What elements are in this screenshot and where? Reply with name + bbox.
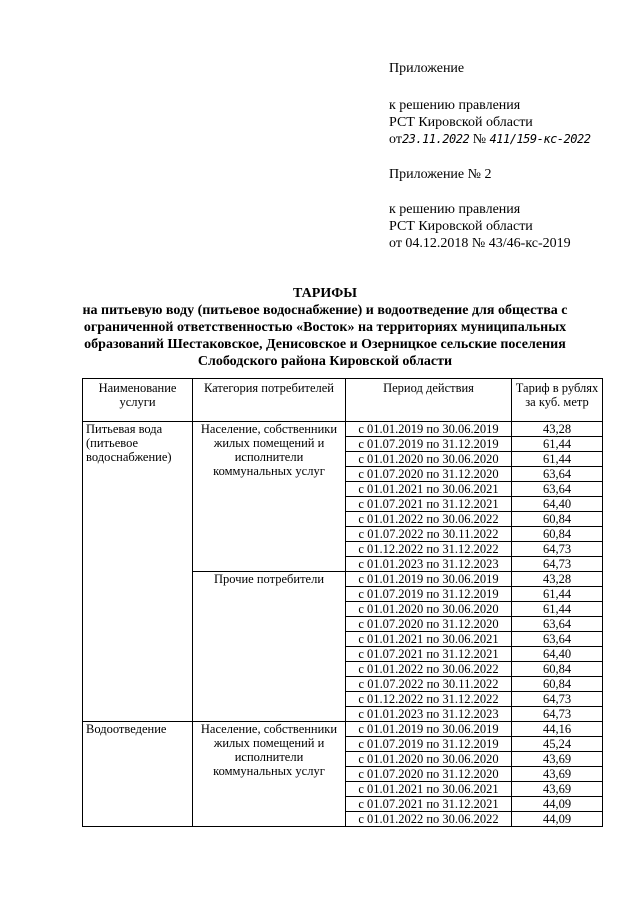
period-cell: с 01.07.2021 по 31.12.2021 [346,647,512,662]
period-cell: с 01.07.2019 по 31.12.2019 [346,587,512,602]
tariff-value-cell: 61,44 [512,587,603,602]
table-row [83,722,603,737]
period-cell: с 01.01.2022 по 30.06.2022 [346,662,512,677]
tariff-value-cell: 43,28 [512,572,603,587]
period-cell: с 01.07.2020 по 31.12.2020 [346,617,512,632]
header-tariff: Тариф в рублях за куб. метр [512,379,603,422]
consumer-category-cell: Прочие потребители [193,572,346,722]
period-cell: с 01.01.2023 по 31.12.2023 [346,557,512,572]
tariff-value-cell: 64,40 [512,497,603,512]
period-cell: с 01.01.2021 по 30.06.2021 [346,632,512,647]
service-name-cell: Питьевая вода (питьевое водоснабжение) [83,422,193,722]
header-service-name: Наименование услуги [83,379,193,422]
consumer-category-cell: Население, собственники жилых помещений и исполнители коммунальных услуг [193,722,346,827]
decision-number-sign: № [472,132,487,147]
decision-prefix: от [389,132,402,147]
period-cell: с 01.07.2019 по 31.12.2019 [346,437,512,452]
period-cell: с 01.12.2022 по 31.12.2022 [346,692,512,707]
decision2-line-3: от 04.12.2018 № 43/46-кс-2019 [389,236,571,251]
decision2-line-2: РСТ Кировской области [389,219,533,234]
decision-line-1: к решению правления [389,98,521,113]
decision-number-handwritten: 411/159-кс-2022 [489,132,591,146]
period-cell: с 01.01.2019 по 30.06.2019 [346,722,512,737]
tariff-value-cell: 43,69 [512,752,603,767]
period-cell: с 01.01.2020 по 30.06.2020 [346,602,512,617]
period-cell: с 01.01.2019 по 30.06.2019 [346,422,512,437]
tariff-value-cell: 61,44 [512,452,603,467]
tariff-value-cell: 63,64 [512,482,603,497]
tariff-value-cell: 63,64 [512,467,603,482]
decision2-line-1: к решению правления [389,202,521,217]
tariff-value-cell: 44,09 [512,812,603,827]
tariff-value-cell: 44,09 [512,797,603,812]
tariff-table [82,378,603,827]
tariff-value-cell: 64,73 [512,692,603,707]
tariff-value-cell: 60,84 [512,512,603,527]
period-cell: с 01.07.2020 по 31.12.2020 [346,767,512,782]
period-cell: с 01.07.2020 по 31.12.2020 [346,467,512,482]
tariff-value-cell: 64,40 [512,647,603,662]
period-cell: с 01.07.2022 по 30.11.2022 [346,527,512,542]
period-cell: с 01.12.2022 по 31.12.2022 [346,542,512,557]
period-cell: с 01.01.2020 по 30.06.2020 [346,452,512,467]
period-cell: с 01.07.2021 по 31.12.2021 [346,497,512,512]
service-name-cell: Водоотведение [83,722,193,827]
tariff-value-cell: 64,73 [512,707,603,722]
header-period: Период действия [346,379,512,422]
period-cell: с 01.01.2022 по 30.06.2022 [346,512,512,527]
tariff-value-cell: 43,69 [512,767,603,782]
decision-line-2: РСТ Кировской области [389,115,533,130]
decision-line-3 [389,131,590,148]
period-cell: с 01.01.2020 по 30.06.2020 [346,752,512,767]
period-cell: с 01.07.2022 по 30.11.2022 [346,677,512,692]
tariff-value-cell: 43,69 [512,782,603,797]
title-main: ТАРИФЫ [293,286,357,301]
tariff-value-cell: 64,73 [512,557,603,572]
period-cell: с 01.01.2019 по 30.06.2019 [346,572,512,587]
tariff-value-cell: 60,84 [512,527,603,542]
tariff-value-cell: 45,24 [512,737,603,752]
tariff-value-cell: 60,84 [512,662,603,677]
tariff-value-cell: 61,44 [512,437,603,452]
table-header-row [83,379,603,422]
tariff-value-cell: 43,28 [512,422,603,437]
period-cell: с 01.01.2023 по 31.12.2023 [346,707,512,722]
period-cell: с 01.07.2021 по 31.12.2021 [346,797,512,812]
period-cell: с 01.01.2021 по 30.06.2021 [346,482,512,497]
appendix-label: Приложение [389,61,465,76]
tariff-value-cell: 63,64 [512,617,603,632]
period-cell: с 01.07.2019 по 31.12.2019 [346,737,512,752]
table-row [83,422,603,437]
appendix-2-label: Приложение № 2 [389,167,492,182]
tariff-value-cell: 64,73 [512,542,603,557]
tariff-value-cell: 61,44 [512,602,603,617]
header-consumer-category: Категория потребителей [193,379,346,422]
tariff-value-cell: 44,16 [512,722,603,737]
consumer-category-cell: Население, собственники жилых помещений и исполнители коммунальных услуг [193,422,346,572]
document-title [60,285,590,370]
decision-date-handwritten: 23.11.2022 [401,132,470,146]
period-cell: с 01.01.2022 по 30.06.2022 [346,812,512,827]
tariff-value-cell: 63,64 [512,632,603,647]
title-subtitle: на питьевую воду (питьевое водоснабжение) и водоотведение для общества с ограниченной ответственностью «Восток» на территориях муниципальных образований Шестаковское, Денисовское и Озерницкое сельские поселения Слободского района Кировской области [82,303,568,369]
period-cell: с 01.01.2021 по 30.06.2021 [346,782,512,797]
tariff-value-cell: 60,84 [512,677,603,692]
